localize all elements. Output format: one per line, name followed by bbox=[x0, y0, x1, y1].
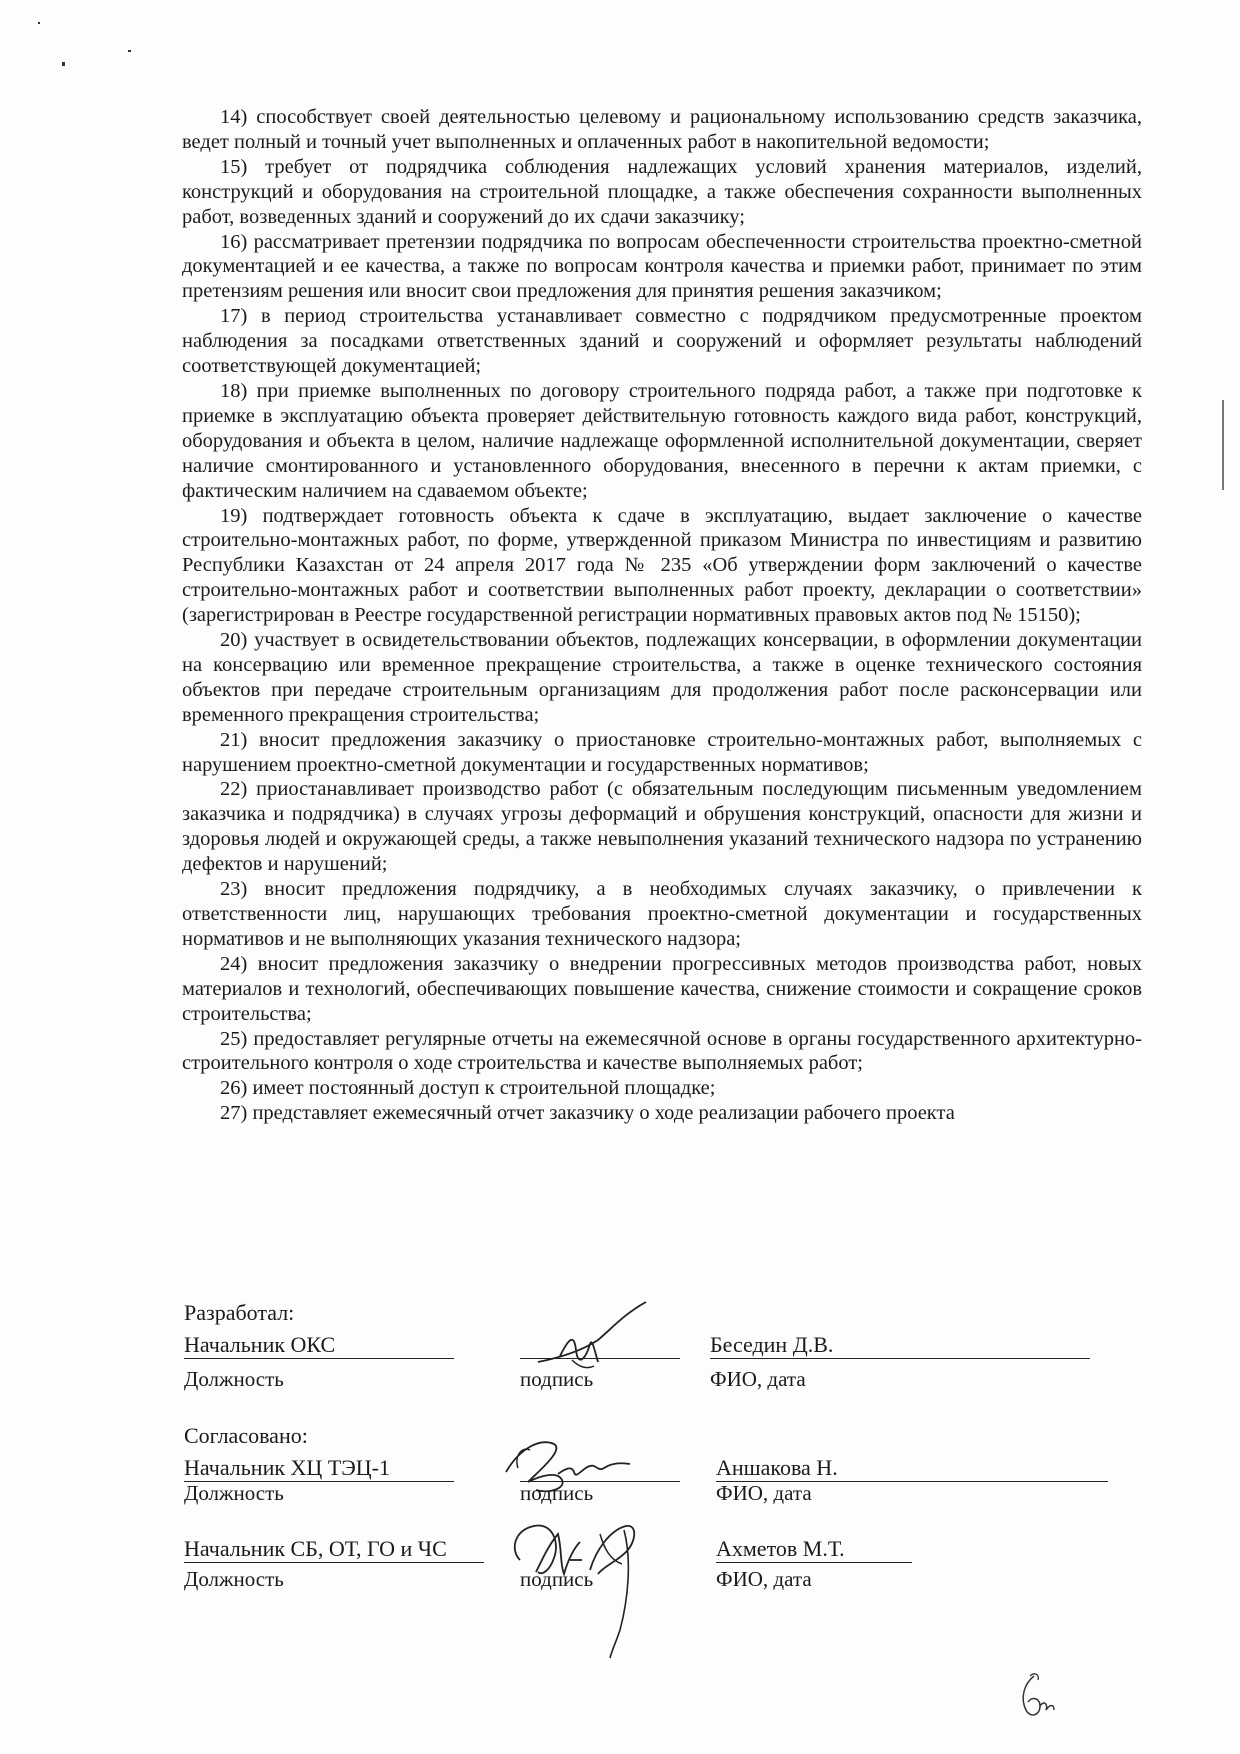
duty-paragraph-22: 22) приостанавливает производство работ (с обязательным последующим письменным уведомлением заказчика и подрядчика) в случаях угрозы деформаций и обрушения конструкций, опасности для жизни и здоровья людей и окружающей среды, а также невыполнения указаний технического надзора по устранению дефектов и нарушений; bbox=[182, 778, 1142, 876]
agreed-first-position-caption: Должность bbox=[184, 1481, 284, 1505]
agreed-first-name-caption: ФИО, дата bbox=[716, 1481, 812, 1505]
agreed-second-name-line bbox=[716, 1562, 912, 1563]
agreed-second-name-caption: ФИО, дата bbox=[716, 1567, 812, 1591]
developed-position: Начальник ОКС bbox=[184, 1332, 336, 1357]
agreed-second-position-caption: Должность bbox=[184, 1567, 284, 1591]
page-corner-initials bbox=[1010, 1670, 1070, 1730]
scan-edge-mark bbox=[1222, 400, 1224, 490]
developed-heading: Разработал: bbox=[184, 1300, 295, 1325]
developed-name: Беседин Д.В. bbox=[710, 1332, 834, 1357]
agreed-first-name: Аншакова Н. bbox=[716, 1455, 838, 1480]
developed-position-line bbox=[184, 1358, 454, 1359]
duty-paragraph-14: 14) способствует своей деятельностью целевому и рациональному использованию средств заказчика, ведет полный и точный учет выполненных и оплаченных работ в накопительной ведомости; bbox=[182, 106, 1142, 153]
duty-paragraph-15: 15) требует от подрядчика соблюдения надлежащих условий хранения материалов, изделий, конструкций и оборудования на строительной площадке, а также обеспечения сохранности выполненных работ, возведенных зданий и сооружений до их сдачи заказчику; bbox=[182, 155, 1142, 228]
duty-paragraph-19: 19) подтверждает готовность объекта к сдаче в эксплуатацию, выдает заключение о качестве строительно-монтажных работ, по форме, утвержденной приказом Министра по инвестициям и развитию Республики Казахстан от 24 апреля 2017 года № 235 «Об утверждении форм заключений о качестве строительно-монтажных работ и соответствии выполненных работ проекту, декларации о соответствии» (зарегистрирован в Реестре государственной регистрации нормативных правовых актов под № 15150); bbox=[182, 504, 1142, 627]
duty-paragraph-24: 24) вносит предложения заказчику о внедрении прогрессивных методов производства работ, новых материалов и технологий, обеспечивающих повышение качества, снижение стоимости и сокращение сроков строительства; bbox=[182, 952, 1142, 1025]
duty-paragraph-18: 18) при приемке выполненных по договору строительного подряда работ, а также при подготовке к приемке в эксплуатацию объекта проверяет действительную готовность каждого вида работ, конструкций, оборудования и объекта в целом, наличие надлежаще оформленной исполнительной документации, сверяет наличие смонтированного и установленного оборудования, внесенного в перечни к актам приемки, с фактическим наличием на сдаваемом объекте; bbox=[182, 379, 1142, 502]
duty-paragraph-17: 17) в период строительства устанавливает совместно с подрядчиком предусмотренные проектом наблюдения за посадками ответственных зданий и сооружений и оформляет результаты наблюдений соответствующей документацией; bbox=[182, 305, 1142, 378]
duties-list bbox=[182, 105, 1142, 1126]
duty-paragraph-16: 16) рассматривает претензии подрядчика по вопросам обеспеченности строительства проектно-сметной документацией и ее качества, а также по вопросам контроля качества и приемки работ, принимает по этим претензиям решения или вносит свои предложения для принятия решения заказчиком; bbox=[182, 230, 1142, 303]
duty-paragraph-21: 21) вносит предложения заказчику о приостановке строительно-монтажных работ, выполняемых с нарушением проектно-сметной документации и государственных нормативов; bbox=[182, 728, 1142, 776]
agreed-second-name: Ахметов М.Т. bbox=[716, 1536, 845, 1561]
agreed-heading: Согласовано: bbox=[184, 1423, 308, 1448]
duty-paragraph-26: 26) имеет постоянный доступ к строительной площадке; bbox=[220, 1077, 716, 1100]
agreed-second-signature-caption: подпись bbox=[520, 1567, 594, 1591]
scan-speck bbox=[38, 22, 40, 24]
scan-speck bbox=[62, 62, 65, 66]
duty-paragraph-23: 23) вносит предложения подрядчику, а в необходимых случаях заказчику, о привлечении к ответственности лиц, нарушающих требования проектно-сметной документации и государственных нормативов и не выполняющих указания технического надзора; bbox=[182, 878, 1142, 950]
agreed-second-position: Начальник СБ, ОТ, ГО и ЧС bbox=[184, 1536, 447, 1561]
scan-speck bbox=[128, 50, 131, 52]
duty-paragraph-20: 20) участвует в освидетельствовании объектов, подлежащих консервации, в оформлении документации на консервацию или временное прекращение строительства, а также в оценке технического состояния объектов при передаче строительным организациям для продолжения работ после расконсервации или временного прекращения строительства; bbox=[182, 629, 1142, 726]
developed-signature-caption: подпись bbox=[520, 1367, 594, 1391]
developed-name-caption: ФИО, дата bbox=[710, 1367, 806, 1391]
developed-position-caption: Должность bbox=[184, 1367, 284, 1391]
agreed-first-signature-caption: подпись bbox=[520, 1481, 594, 1505]
duty-paragraph-25: 25) предоставляет регулярные отчеты на ежемесячной основе в органы государственного архитектурно-строительного контроля о ходе строительства и качестве выполняемых работ; bbox=[182, 1027, 1142, 1075]
developed-name-line bbox=[710, 1358, 1090, 1359]
developed-signature bbox=[528, 1300, 668, 1390]
duty-paragraph-27: 27) представляет ежемесячный отчет заказчику о ходе реализации рабочего проекта bbox=[220, 1102, 955, 1125]
agreed-first-position: Начальник ХЦ ТЭЦ-1 bbox=[184, 1455, 390, 1480]
agreed-second-signature bbox=[500, 1490, 680, 1660]
agreed-second-position-line bbox=[184, 1562, 484, 1563]
